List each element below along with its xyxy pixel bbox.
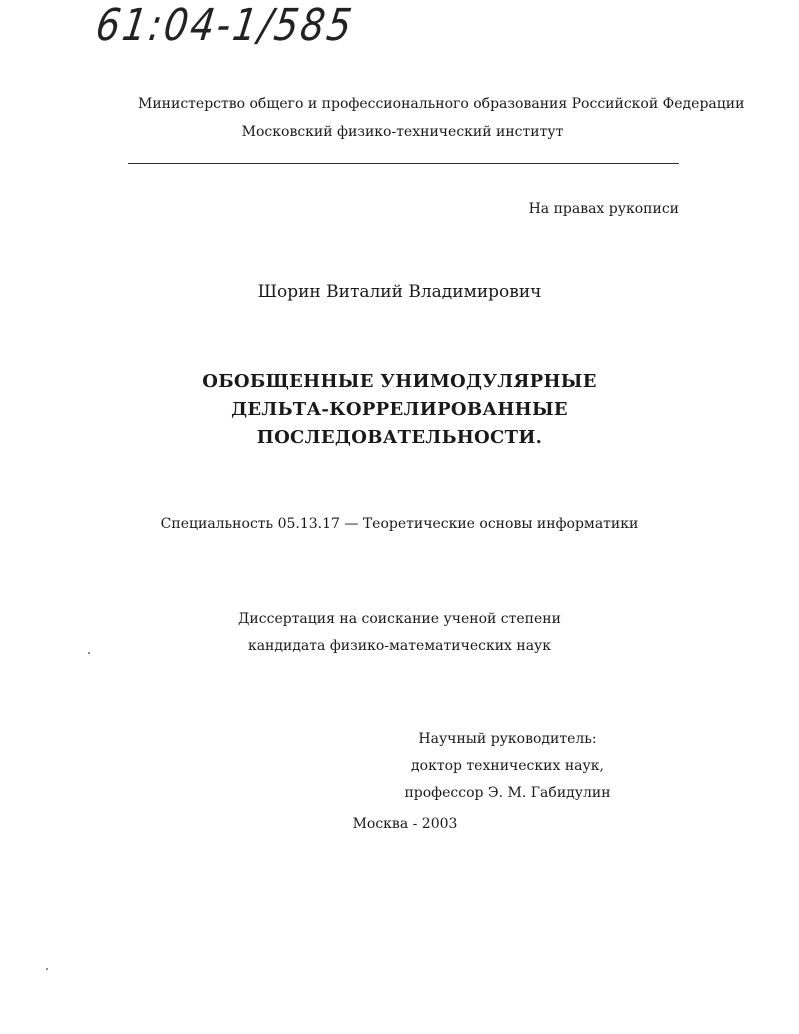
title-line: ДЕЛЬТА-КОРРЕЛИРОВАННЫЕ bbox=[231, 399, 568, 420]
specialty: Специальность 05.13.17 — Теоретические основы информатики bbox=[160, 516, 639, 532]
dissertation-title bbox=[0, 368, 799, 452]
manuscript-note: На правах рукописи bbox=[528, 201, 679, 217]
title-line: ПОСЛЕДОВАТЕЛЬНОСТИ. bbox=[256, 427, 543, 448]
institute-name: Московский физико-технический институт bbox=[241, 124, 564, 140]
degree-line: Диссертация на соискание ученой степени bbox=[238, 611, 561, 627]
degree-statement bbox=[0, 606, 799, 660]
scan-speck bbox=[88, 652, 90, 654]
title-line: ОБОБЩЕННЫЕ УНИМОДУЛЯРНЫЕ bbox=[202, 371, 597, 392]
ministry-header: Министерство общего и профессионального образования Российской Федерации bbox=[138, 96, 745, 112]
degree-line: кандидата физико-математических наук bbox=[247, 638, 552, 654]
header-divider bbox=[128, 163, 679, 164]
supervisor-block bbox=[400, 726, 615, 807]
scan-speck bbox=[46, 968, 48, 970]
supervisor-line: профессор Э. М. Габидулин bbox=[404, 785, 611, 801]
handwritten-catalog-number: 61:04-1/585 bbox=[92, 0, 358, 51]
city-year: Москва - 2003 bbox=[352, 816, 458, 832]
author-name: Шорин Виталий Владимирович bbox=[257, 282, 542, 302]
supervisor-line: Научный руководитель: bbox=[418, 731, 597, 747]
supervisor-line: доктор технических наук, bbox=[411, 758, 604, 774]
